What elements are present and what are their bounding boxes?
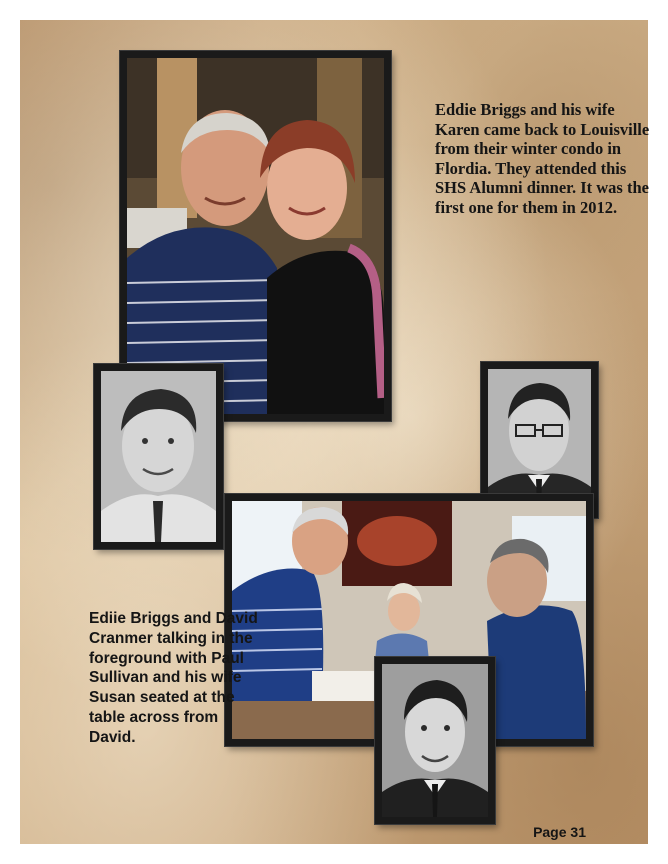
page-number: Page 31 <box>533 824 586 840</box>
scrapbook-page <box>20 20 648 844</box>
yearbook-portrait-bottom <box>375 657 495 824</box>
caption-bottom: Ediie Briggs and David Cranmer talking in the foreground with Paul Sullivan and his wife Susan seated at the table across from David. <box>89 610 258 746</box>
yearbook-portrait-left <box>94 364 223 549</box>
caption-top: Eddie Briggs and his wife Karen came back to Louisville from their winter condo in Flordia. They attended this SHS Alumni dinner. It was the first one for them in 2012. <box>435 100 650 217</box>
